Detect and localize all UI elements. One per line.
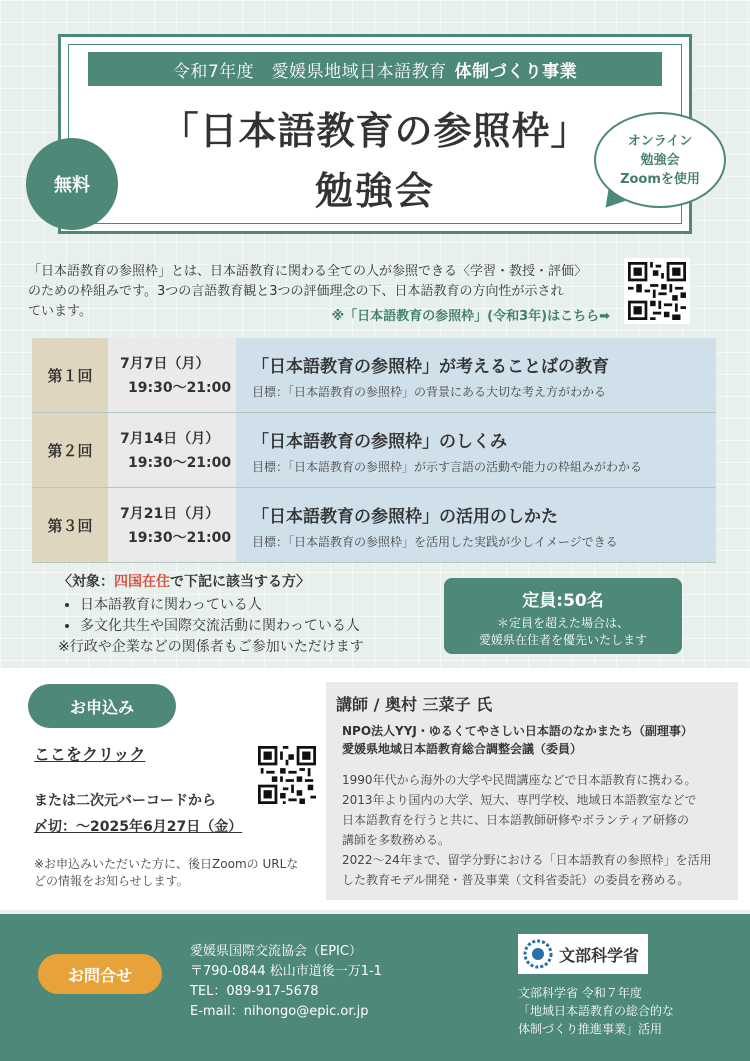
session-goal: 目標：「日本語教育の参照枠」の背景にある大切な考え方がわかる [252, 385, 607, 399]
session-time: 19:30〜21:00 [128, 380, 232, 396]
session-detail [236, 338, 716, 412]
online-bubble [594, 112, 726, 208]
mext-logo-text: 文部科学省 [559, 945, 640, 965]
session-row-2 [32, 413, 716, 488]
session-row-3 [32, 488, 716, 563]
bio-line: 日本語教育を行うと共に、日本語教師研修やボランティア研修の [342, 813, 690, 827]
mext-line-1: 文部科学省 令和７年度 [518, 986, 642, 1000]
intro-line-2: のための枠組みです。3つの言語教育観と3つの評価理念の下、日本語教育の方向性が示され [28, 284, 564, 299]
session-number: 第１回 [32, 338, 108, 412]
lecturer-name: 講師 / 奥村 三菜子 氏 [336, 695, 493, 714]
mext-line-2: 「地域日本語教育の総合的な [518, 1004, 675, 1018]
session-datetime [108, 488, 236, 562]
lecturer-org-2: 愛媛県地域日本語教育総合調整会議（委員） [342, 742, 583, 756]
session-number: 第３回 [32, 488, 108, 562]
session-date: 7月14日（月） [120, 431, 220, 447]
contact-org: 愛媛県国際交流協会（EPIC） [190, 944, 362, 959]
session-number: 第２回 [32, 413, 108, 487]
lecturer-bio [342, 770, 734, 890]
contact-email[interactable]: E-mail：nihongo@epic.or.jp [190, 1004, 369, 1019]
session-title: 「日本語教育の参照枠」のしくみ [252, 432, 507, 452]
target-head-pre: 〈対象： [58, 574, 114, 590]
session-time: 19:30〜21:00 [128, 455, 232, 471]
session-date: 7月7日（月） [120, 356, 210, 372]
bio-line: 2022〜24年まで、留学分野における「日本語教育の参照枠」を活用 [342, 853, 712, 867]
sub-title: 勉強会 [314, 169, 435, 213]
session-title: 「日本語教育の参照枠」が考えることばの教育 [252, 357, 609, 377]
capacity-note-1: ＊定員を超えた場合は、 [496, 616, 629, 630]
target-audience [58, 572, 438, 658]
reference-link[interactable]: ※「日本語教育の参照枠」(令和3年)はこちら➡ [331, 309, 610, 324]
session-goal: 目標：「日本語教育の参照枠」を活用した実践が少しイメージできる [252, 535, 618, 549]
session-datetime [108, 338, 236, 412]
intro-line-3: ています。 [28, 304, 92, 319]
qr-code-graphic [258, 746, 316, 804]
lecturer-affiliations [342, 722, 732, 758]
bubble-line-3: Zoomを使用 [620, 172, 700, 187]
session-title: 「日本語教育の参照枠」の活用のしかた [252, 507, 558, 527]
mext-logo [518, 934, 648, 974]
session-time: 19:30〜21:00 [128, 530, 232, 546]
click-here-link[interactable]: ここをクリック [34, 745, 146, 764]
session-datetime [108, 413, 236, 487]
qr-code-graphic [628, 262, 686, 320]
bio-line: 講師を多数務める。 [342, 833, 451, 847]
mext-line-3: 体制づくり推進事業」活用 [518, 1022, 663, 1036]
target-list [58, 595, 438, 637]
bubble-line-1: オンライン [627, 134, 693, 149]
session-detail [236, 488, 716, 562]
apply-button[interactable]: お申込み [28, 684, 176, 728]
lecturer-org-1: NPO法人YYJ・ゆるくてやさしい日本語のなかまたち（副理事） [342, 724, 693, 738]
target-heading [58, 572, 438, 593]
session-detail [236, 413, 716, 487]
contact-tel[interactable]: TEL：089-917-5678 [190, 984, 319, 999]
deadline-text: 〆切：〜2025年6月27日（金） [34, 819, 243, 835]
capacity-title: 定員:50名 [522, 591, 604, 611]
apply-notice: ※お申込みいただいた方に、後日Zoomの URLなどの情報をお知らせします。 [34, 857, 299, 888]
bio-line: 2013年より国内の大学、短大、専門学校、地域日本語教室などで [342, 793, 697, 807]
program-band-bold: 体制づくり事業 [454, 61, 578, 82]
contact-address: 〒790-0844 松山市道後一万1-1 [190, 964, 382, 979]
intro-line-1: 「日本語教育の参照枠」とは、日本語教育に関わる全ての人が参照できる〈学習・教授・評価〉 [28, 264, 588, 279]
bubble-line-2: 勉強会 [640, 153, 680, 168]
target-item: • 多文化共生や国際交流活動に関わっている人 [80, 616, 438, 637]
target-head-post: で下記に該当する方〉 [170, 574, 310, 590]
bio-line: 1990年代から海外の大学や民間講座などで日本語教育に携わる。 [342, 773, 697, 787]
free-badge: 無料 [26, 138, 118, 230]
capacity-note-2: 愛媛県在住者を優先いたします [478, 633, 647, 647]
program-band [88, 52, 662, 86]
contact-info [190, 942, 382, 1022]
target-head-region: 四国在住 [114, 574, 170, 590]
bio-line: した教育モデル開発・普及事業（文科省委託）の委員を務める。 [342, 873, 690, 887]
target-note: ※行政や企業などの関係者もご参加いただけます [58, 639, 364, 655]
target-item: • 日本語教育に関わっている人 [80, 595, 438, 616]
session-goal: 目標：「日本語教育の参照枠」が示す言語の活動や能力の枠組みがわかる [252, 460, 643, 474]
mext-emblem-icon [523, 939, 553, 969]
qr-code-icon[interactable] [624, 258, 690, 324]
session-date: 7月21日（月） [120, 506, 220, 522]
main-title: 「日本語教育の参照枠」 [160, 109, 590, 153]
qr-code-icon[interactable] [254, 742, 320, 808]
program-band-prefix: 令和7年度 愛媛県地域日本語教育 [172, 61, 447, 82]
contact-button[interactable]: お問合せ [38, 954, 162, 994]
capacity-box [444, 578, 682, 654]
mext-support-text [518, 984, 674, 1038]
session-row-1 [32, 338, 716, 413]
or-qr-text: または二次元バーコードから [34, 793, 216, 809]
